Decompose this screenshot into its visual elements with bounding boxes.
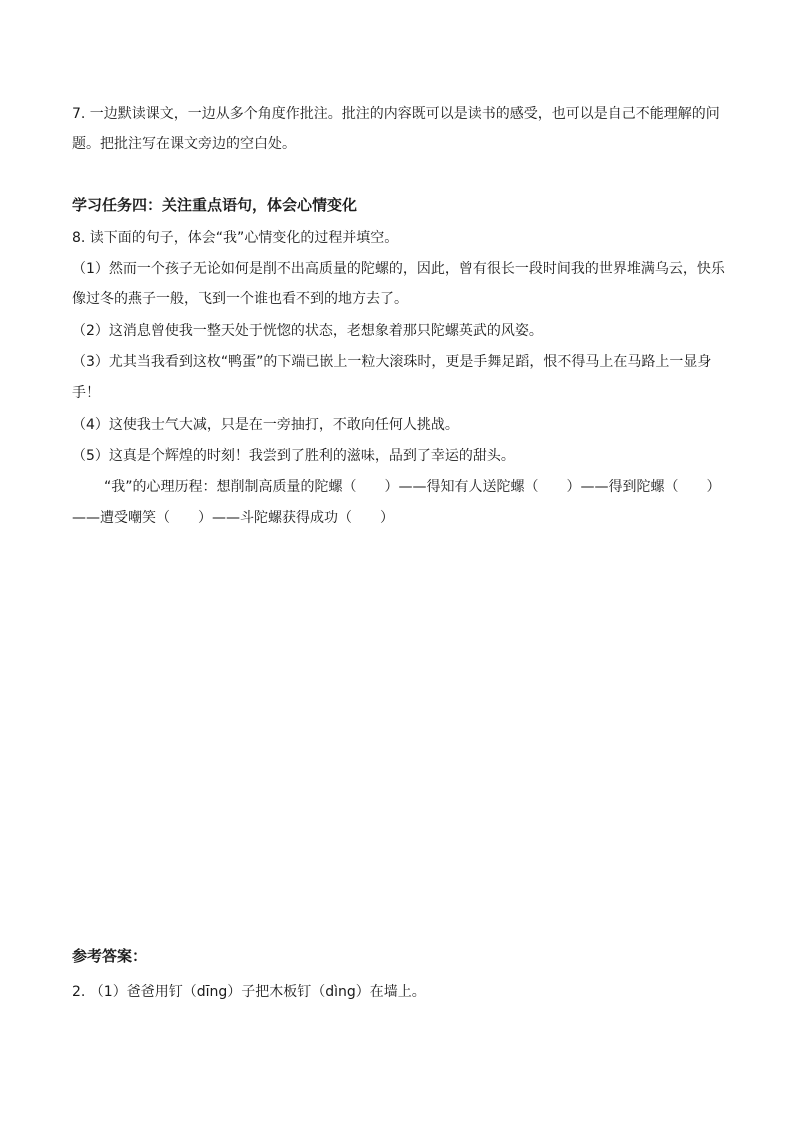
q8-sentence-1-line-1: （1）然而一个孩子无论如何是削不出高质量的陀螺的，因此，曾有很长一段时间我的世界堆满乌云，快乐 — [72, 261, 725, 277]
q8-sentence-5: （5）这真是个辉煌的时刻！我尝到了胜利的滋味，品到了幸运的甜头。 — [72, 448, 515, 464]
q7-line-1: 7. 一边默读课文，一边从多个角度作批注。批注的内容既可以是读书的感受，也可以是自己不能理解的问 — [72, 106, 720, 122]
q7-line-2: 题。把批注写在课文旁边的空白处。 — [72, 136, 296, 152]
q8-sentence-3-line-1: （3）尤其当我看到这枚“鸭蛋”的下端已嵌上一粒大滚珠时，更是手舞足蹈，恨不得马上在马路上一显身 — [72, 354, 712, 370]
q8-sentence-3-line-2: 手！ — [72, 385, 100, 401]
q8-sentence-4: （4）这使我士气大减，只是在一旁抽打，不敢向任何人挑战。 — [72, 417, 459, 433]
q8-fill-blank-line-2: ——遭受嘲笑（ ）——斗陀螺获得成功（ ） — [72, 510, 394, 526]
task4-heading: 学习任务四：关注重点语句，体会心情变化 — [72, 196, 358, 214]
q8-sentence-1-line-2: 像过冬的燕子一般，飞到一个谁也看不到的地方去了。 — [72, 291, 408, 307]
q8-sentence-2: （2）这消息曾使我一整天处于恍惚的状态，老想象着那只陀螺英武的风姿。 — [72, 323, 543, 339]
answer-2: 2. （1）爸爸用钉（dīng）子把木板钉（dìng）在墙上。 — [72, 984, 426, 1000]
answers-heading: 参考答案： — [72, 947, 148, 965]
q8-fill-blank-line-1: “我”的心理历程：想削制高质量的陀螺（ ）——得知有人送陀螺（ ）——得到陀螺（ ） — [104, 479, 721, 495]
q8-prompt: 8. 读下面的句子，体会“我”心情变化的过程并填空。 — [72, 230, 399, 246]
